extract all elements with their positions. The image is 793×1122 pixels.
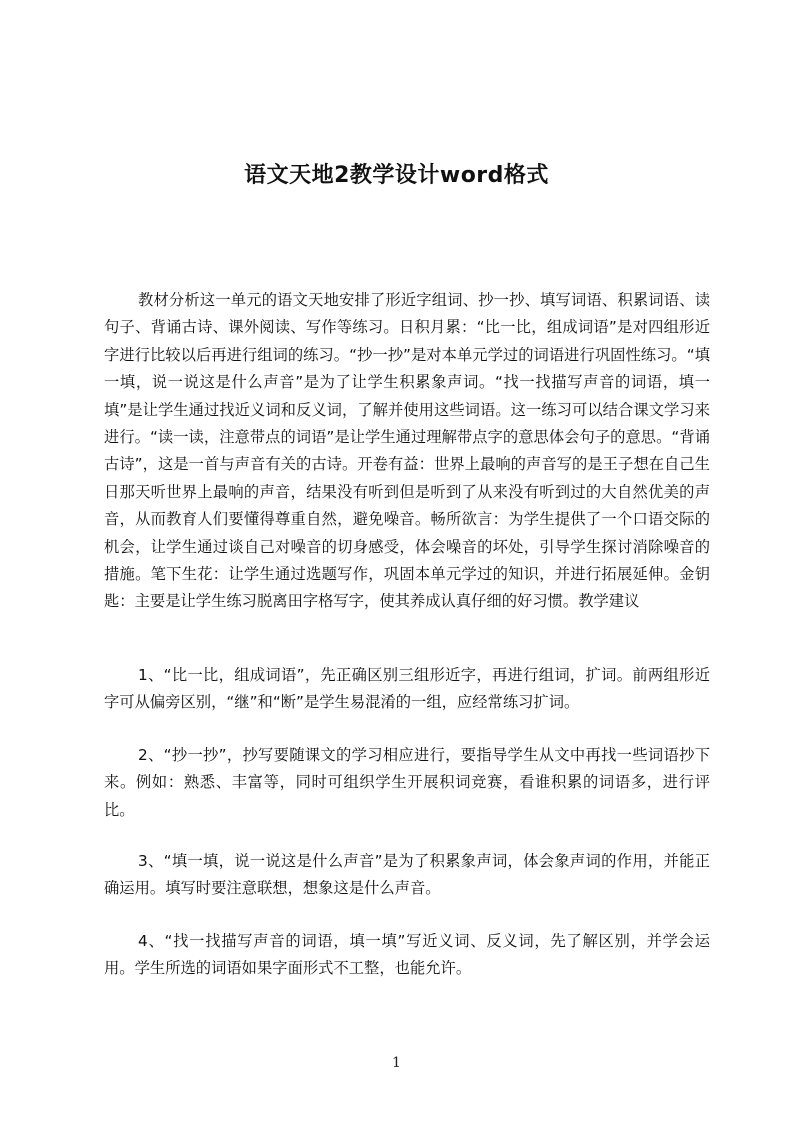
document-title: 语文天地2教学设计word格式 — [244, 162, 549, 188]
page-number: 1 — [392, 1055, 401, 1071]
paragraph-suggestion-1: 1、“比一比，组成词语”，先正确区别三组形近字，再进行组词，扩词。前两组形近字可从偏旁区别，“继”和“断”是学生易混淆的一组，应经常练习扩词。 — [104, 666, 710, 712]
paragraph-suggestion-4: 4、“找一找描写声音的词语，填一填”写近义词、反义词，先了解区别，并学会运用。学生所选的词语如果字面形式不工整，也能允许。 — [104, 932, 710, 978]
paragraph-intro: 教材分析这一单元的语文天地安排了形近字组词、抄一抄、填写词语、积累词语、读句子、背诵古诗、课外阅读、写作等练习。日积月累：“比一比，组成词语”是对四组形近字进行比较以后再进行组词的练习。“抄一抄”是对本单元学过的词语进行巩固性练习。“填一填，说一说这是什么声音”是为了让学生积累象声词。“找一找描写声音的词语，填一填”是让学生通过找近义词和反义词，了解并使用这些词语。这一练习可以结合课文学习来进行。“读一读，注意带点的词语”是让学生通过理解带点字的意思体会句子的意思。“背诵古诗”，这是一首与声音有关的古诗。开卷有益：世界上最响的声音写的是王子想在自己生日那天听世界上最响的声音，结果没有听到但是听到了从来没有听到过的大自然优美的声音，从而教育人们要懂得尊重自然，避免噪音。畅所欲言：为学生提供了一个口语交际的机会，让学生通过谈自己对噪音的切身感受，体会噪音的坏处，引导学生探讨消除噪音的措施。笔下生花：让学生通过选题写作，巩固本单元学过的知识，并进行拓展延伸。金钥匙：主要是让学生练习脱离田字格写字，使其养成认真仔细的好习惯。教学建议 — [104, 291, 710, 611]
paragraph-suggestion-2: 2、“抄一抄”，抄写要随课文的学习相应进行，要指导学生从文中再找一些词语抄下来。例如：熟悉、丰富等，同时可组织学生开展积词竞赛，看谁积累的词语多，进行评比。 — [104, 746, 710, 819]
paragraph-suggestion-3: 3、“填一填，说一说这是什么声音”是为了积累象声词，体会象声词的作用，并能正确运用。填写时要注意联想，想象这是什么声音。 — [104, 852, 710, 898]
